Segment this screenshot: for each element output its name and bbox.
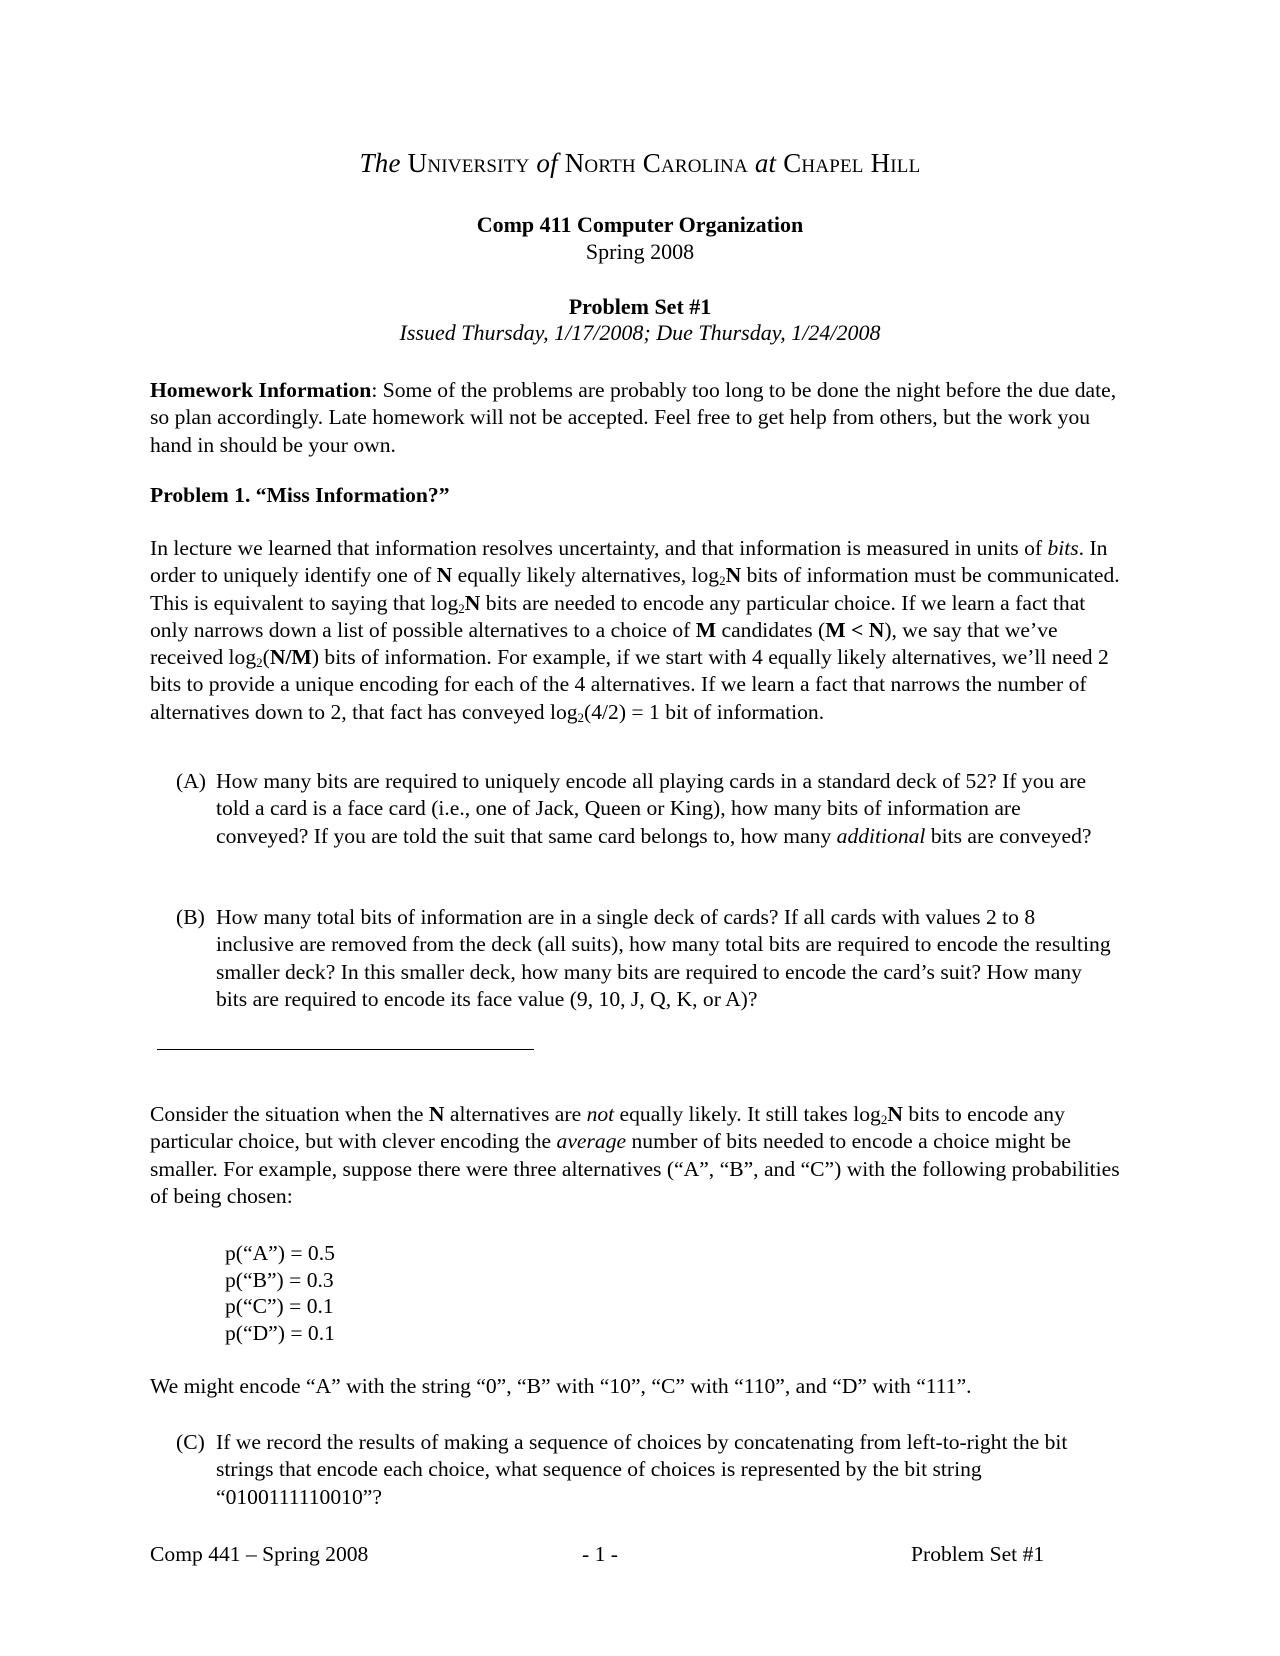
question-a-label: (A): [176, 769, 206, 793]
question-b-text: How many total bits of information are in a single deck of cards? If all cards with values 2 to 8 inclusive are removed from the deck (all suits), how many total bits are required to encode the resulting smaller deck? In this smaller deck, how many bits are required to encode the card’s suit? How many bits are required to encode its face value (9, 10, J, Q, K, or A)?: [216, 905, 1111, 1011]
univ-of: of: [536, 148, 558, 178]
footer-problem-set: Problem Set #1: [911, 1542, 1045, 1566]
encoding-sentence: We might encode “A” with the string “0”, “B” with “10”, “C” with “110”, and “D” with “111”.: [150, 1374, 972, 1398]
question-a-text: How many bits are required to uniquely encode all playing cards in a standard deck of 52? If you are told a card is a face card (i.e., one of Jack, Queen or King), how many bits of information are conveyed? If you are told the suit that same card belongs to, how many additional bits are conveyed?: [216, 769, 1092, 848]
issue-due-dates: Issued Thursday, 1/17/2008; Due Thursday, 1/24/2008: [399, 320, 881, 345]
consider-paragraph: Consider the situation when the N alternatives are not equally likely. It still takes $\log_2N$ bits to encode any particular choice, but with clever encoding the average number of bits needed to encode a choice might be smaller. For example, suppose there were three alternatives (“A”, “B”, and “C”) with the following probabilities of being chosen:: [150, 1102, 1120, 1208]
section-divider: [157, 1049, 534, 1050]
problem-set-title: Problem Set #1: [568, 294, 712, 319]
univ-at: at: [754, 148, 777, 178]
probability-list: [225, 1240, 335, 1346]
probability-item: p(“A”) = 0.5: [225, 1241, 335, 1265]
problem-1-title: Problem 1. “Miss Information?”: [150, 483, 450, 507]
homework-label: Homework Information: [150, 378, 372, 402]
problem-1-intro: In lecture we learned that information resolves uncertainty, and that information is measured in units of bits. In order to uniquely identify one of N equally likely alternatives, $\log_2N$ bits of information must be communicated. This is equivalent to saying that $\log_2N$ bits are needed to encode any particular choice. If we learn a fact that only narrows down a list of possible alternatives to a choice of M candidates (M < N), we say that we’ve received $\log_2(N/M)$ bits of information. For example, if we start with 4 equally likely alternatives, we’ll need 2 bits to provide a unique encoding for each of the 4 alternatives. If we learn a fact that narrows the number of alternatives down to 2, that fact has conveyed $\log_2(4/2) = 1$ bit of information.: [150, 536, 1120, 725]
question-c-label: (C): [176, 1430, 205, 1454]
course-term: Spring 2008: [585, 239, 695, 264]
probability-item: p(“B”) = 0.3: [225, 1267, 334, 1292]
homework-text: : Some of the problems are probably too long to be done the night before the due date, so plan accordingly. Late homework will not be accepted. Feel free to get help from others, but the work you hand in should be your own.: [150, 378, 1117, 457]
univ-university: University: [407, 148, 530, 178]
footer-page-number: - 1 -: [582, 1542, 618, 1566]
univ-north-carolina: North Carolina: [564, 148, 748, 178]
question-c-text: If we record the results of making a sequence of choices by concatenating from left-to-right the bit strings that encode each choice, what sequence of choices is represented by the bit string “0100111110010”?: [216, 1430, 1068, 1509]
probability-item: p(“C”) = 0.1: [225, 1294, 334, 1318]
homework-information: [150, 377, 1125, 459]
question-b-label: (B): [176, 905, 205, 929]
university-title: [0, 148, 1280, 179]
univ-chapel-hill: Chapel Hill: [783, 148, 921, 178]
course-title: Comp 411 Computer Organization: [476, 212, 804, 237]
univ-the: The: [359, 148, 401, 178]
probability-item: p(“D”) = 0.1: [225, 1320, 335, 1345]
footer-course: Comp 441 – Spring 2008: [150, 1542, 369, 1566]
